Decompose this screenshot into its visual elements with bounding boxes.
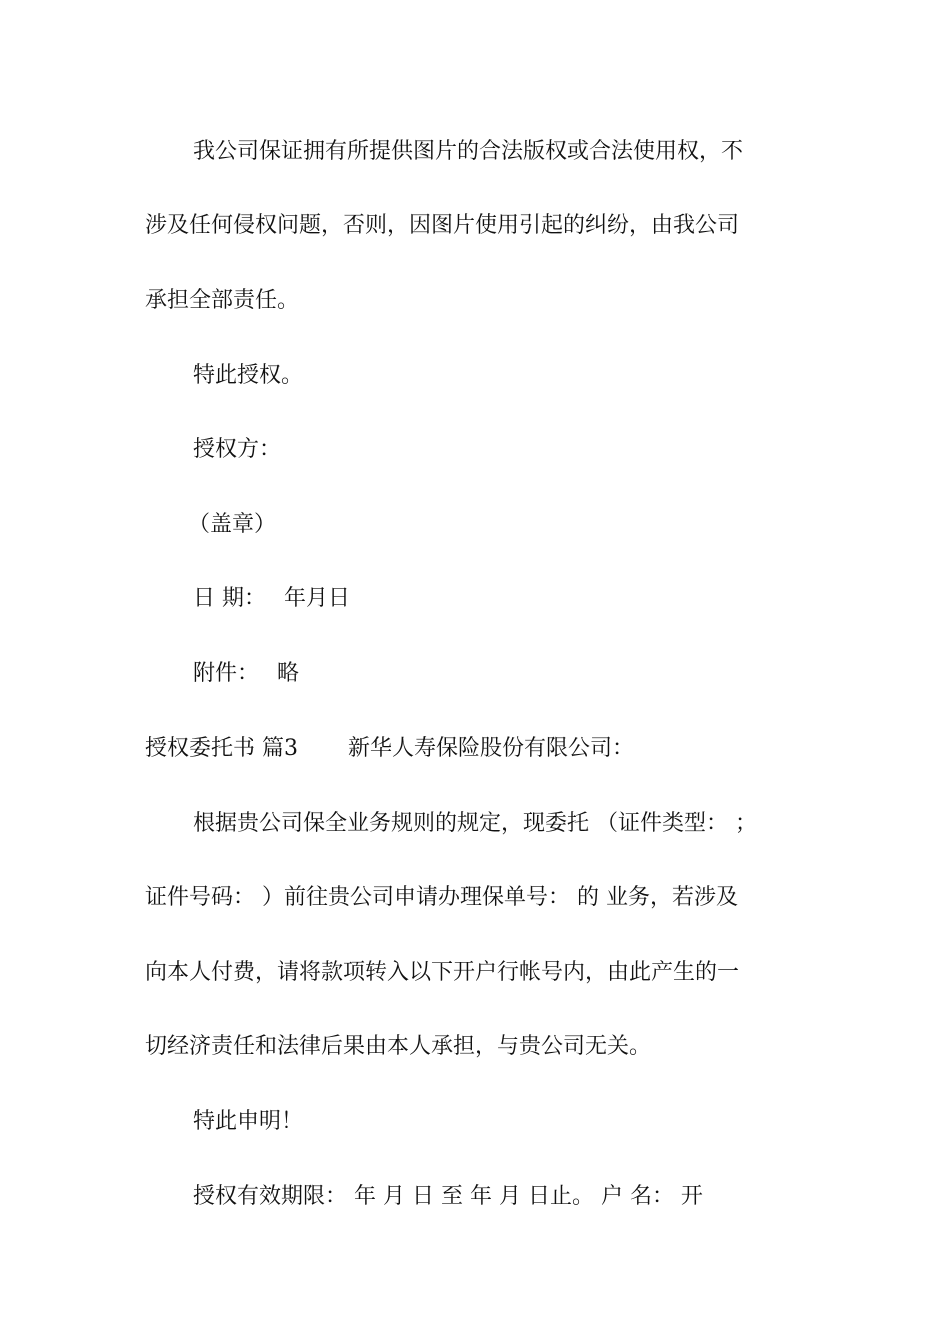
paragraph-1-line-3: 承担全部责任。 (145, 288, 300, 313)
date-line (193, 584, 873, 614)
paragraph-2-line-2: 证件号码： ）前往贵公司申请办理保单号： 的 业务，若涉及 (145, 885, 738, 910)
paragraph-1-line-1: 我公司保证拥有所提供图片的合法版权或合法使用权，不 (193, 139, 744, 164)
section-heading-line (145, 734, 825, 764)
special-note-declaration: 特此申明！ (193, 1109, 304, 1134)
special-note-authorization: 特此授权。 (193, 363, 304, 388)
paragraph-2-line-1: 根据贵公司保全业务规则的规定，现委托 （证件类型： ； (193, 811, 757, 836)
section-title: 授权委托书 篇3 (145, 736, 298, 761)
attachment-label: 附件： (193, 661, 260, 686)
date-value: 年月日 (284, 586, 351, 611)
validity-line: 授权有效期限： 年 月 日 至 年 月 日止。 户 名： 开 (193, 1184, 703, 1209)
attachment-line (193, 659, 873, 689)
attachment-value: 略 (277, 661, 300, 686)
seal-note: （盖章） (188, 512, 277, 537)
date-label: 日 期： (193, 586, 266, 611)
paragraph-2-line-3: 向本人付费，请将款项转入以下开户行帐号内，由此产生的一 (145, 960, 740, 985)
authorizer-label: 授权方： (193, 437, 282, 462)
paragraph-1-line-2: 涉及任何侵权问题，否则，因图片使用引起的纠纷，由我公司 (145, 213, 740, 238)
paragraph-2-line-4: 切经济责任和法律后果由本人承担，与贵公司无关。 (145, 1034, 652, 1059)
section-addressee: 新华人寿保险股份有限公司： (348, 736, 635, 761)
